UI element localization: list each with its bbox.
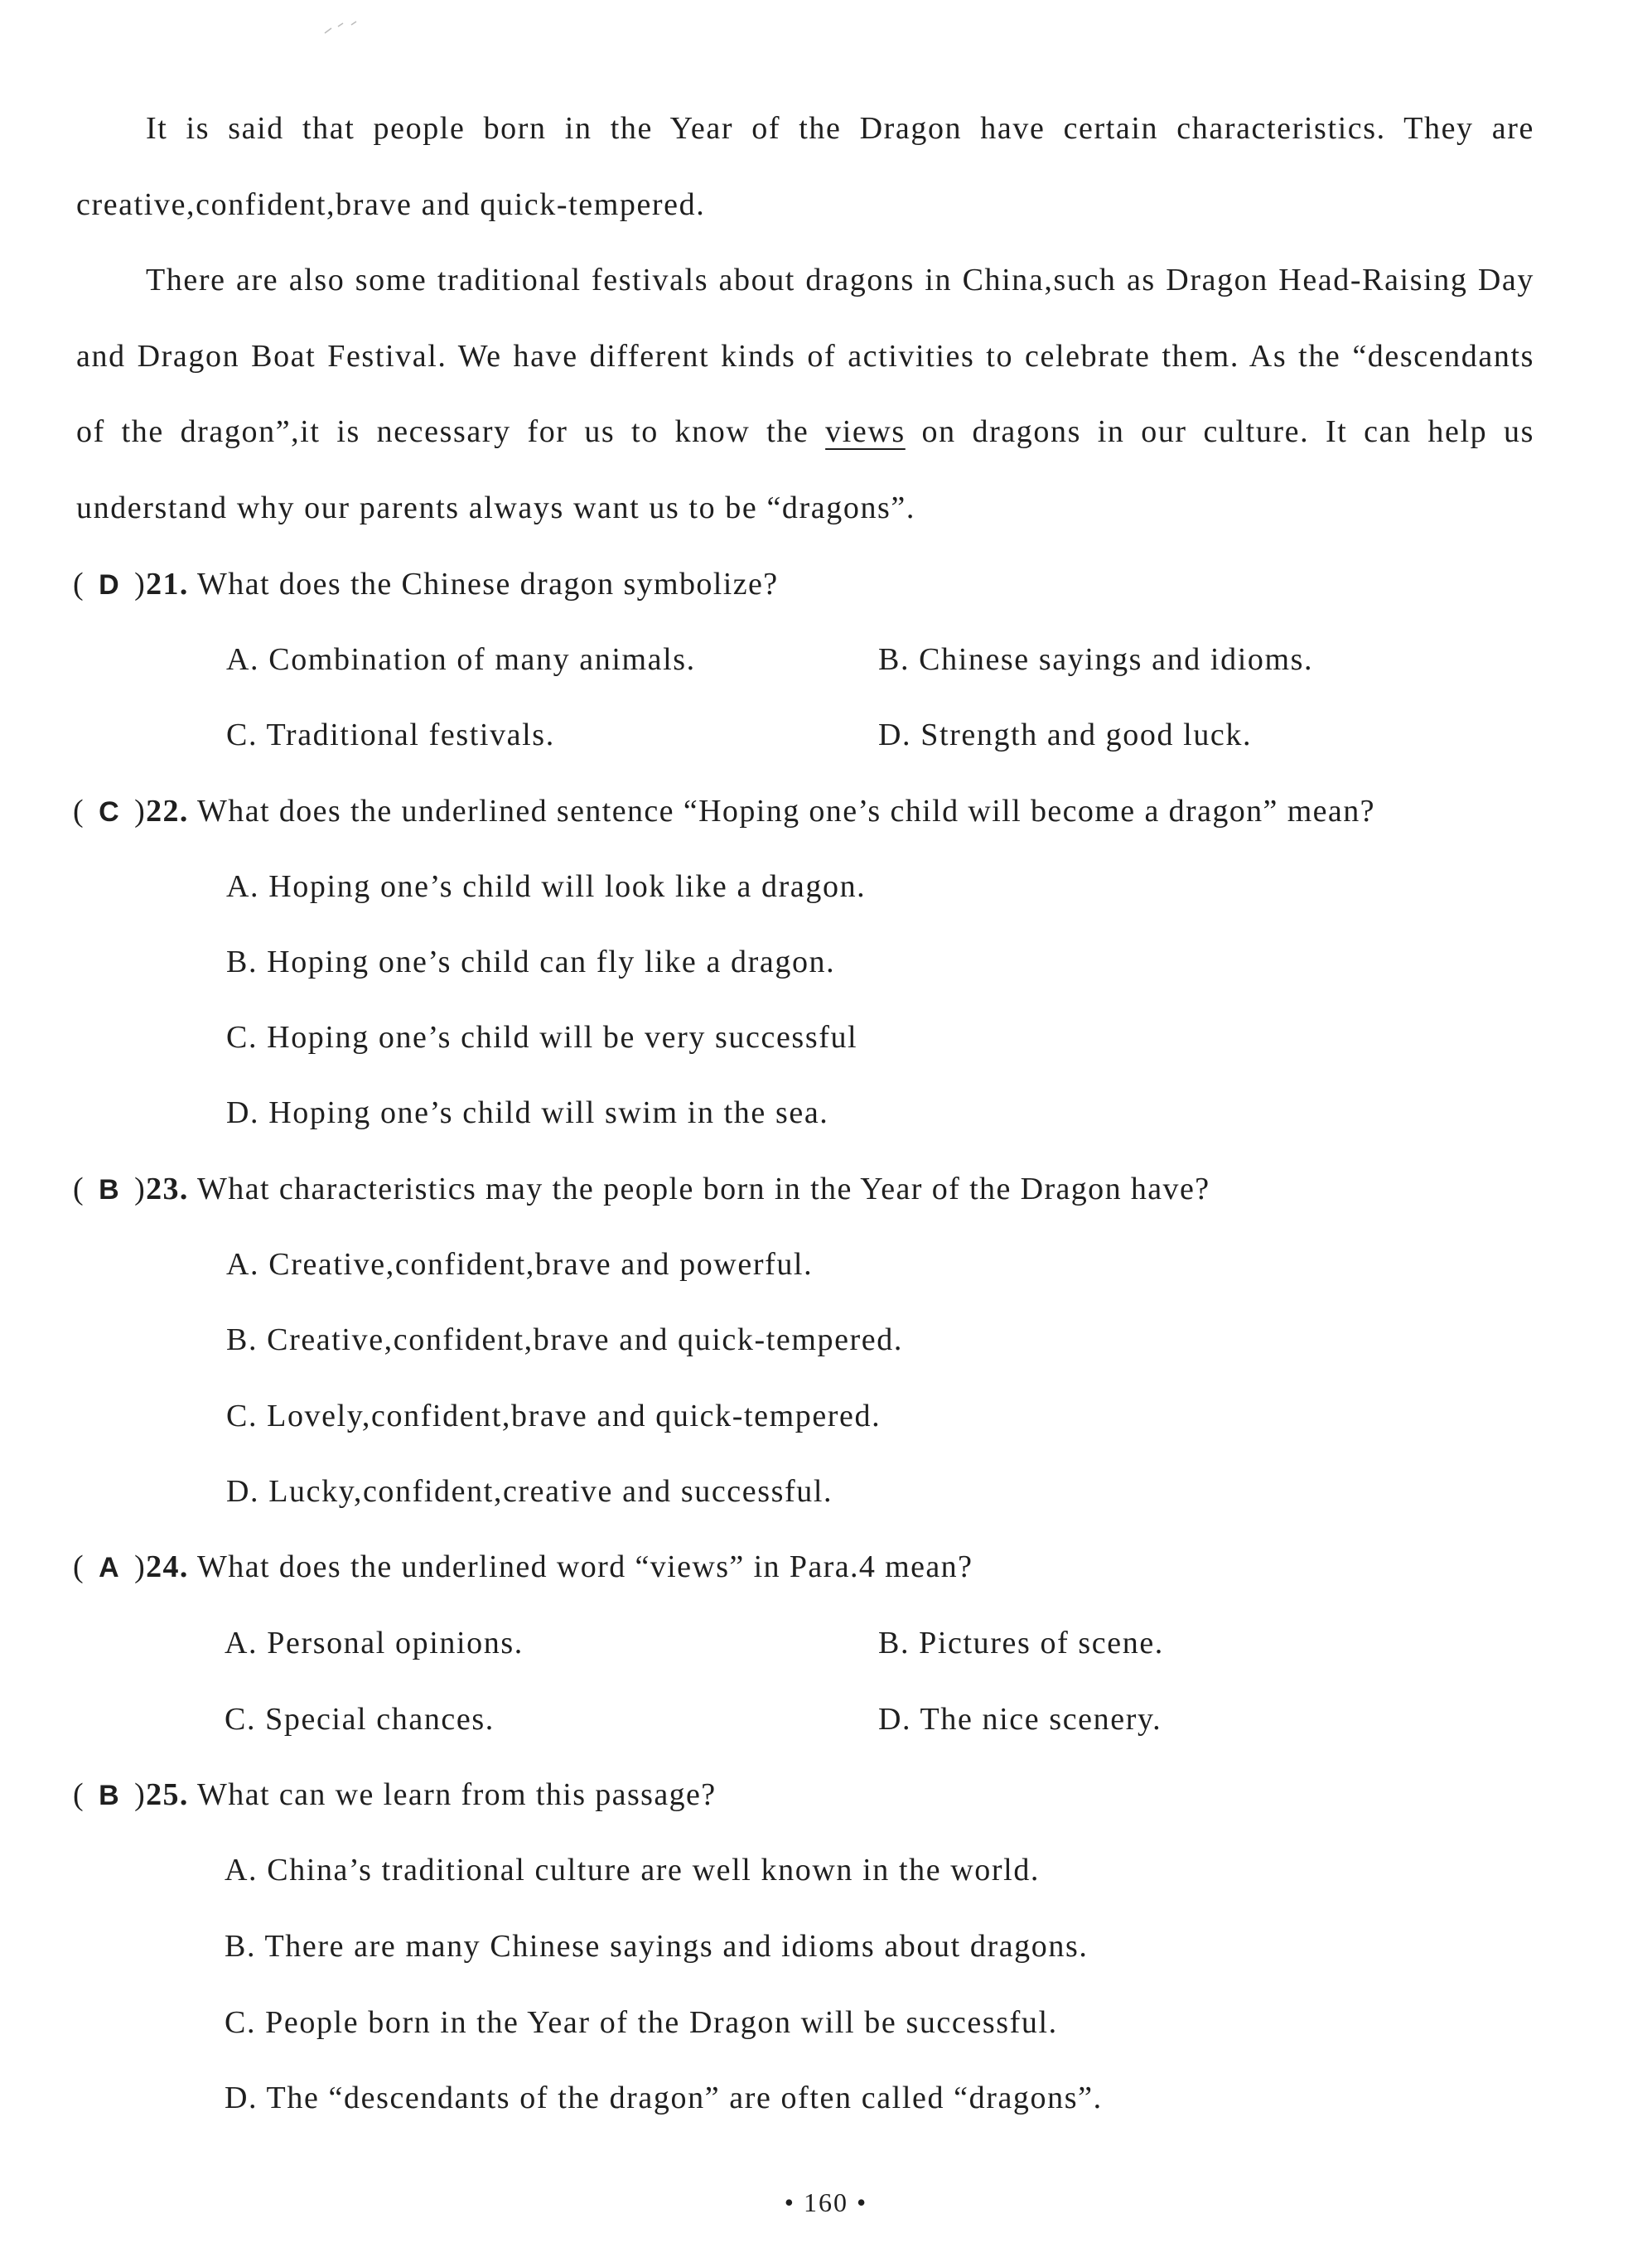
option-b: B. Chinese sayings and idioms. <box>878 642 1314 677</box>
option-d: D. Strength and good luck. <box>878 718 1253 752</box>
option-a: A. Creative,confident,brave and powerful. <box>226 1247 814 1282</box>
answer-letter: D <box>99 569 121 601</box>
option-b: B. Pictures of scene. <box>878 1626 1164 1660</box>
option-b: B. There are many Chinese sayings and idioms about dragons. <box>225 1929 1089 1964</box>
answer-letter: A <box>99 1552 121 1583</box>
question-text: What characteristics may the people born in the Year of the Dragon have? <box>188 1172 1210 1206</box>
paren-open: ( <box>73 1172 85 1206</box>
option-c: C. Traditional festivals. <box>226 718 555 752</box>
question-number: 24. <box>146 1549 189 1584</box>
paren-close: ) <box>134 794 147 829</box>
option-d: D. Hoping one’s child will swim in the sea. <box>226 1095 829 1130</box>
paren-open: ( <box>73 1549 85 1584</box>
question-text: What can we learn from this passage? <box>188 1777 717 1812</box>
option-a: A. Personal opinions. <box>225 1626 524 1660</box>
question-number: 22. <box>146 794 189 829</box>
question-text: What does the Chinese dragon symbolize? <box>188 567 779 602</box>
question-24 <box>73 1548 973 1587</box>
question-23 <box>73 1170 1210 1209</box>
scan-mark <box>323 20 373 36</box>
paren-close: ) <box>134 1777 147 1812</box>
answer-letter: C <box>99 796 121 828</box>
option-d: D. The “descendants of the dragon” are often called “dragons”. <box>225 2081 1103 2115</box>
passage-text: There are also some traditional festivals about dragons in China,such as Dragon Head-Raising Day and Dragon Boat Festival. We have different kinds of activities to celebrate them. As the “descendants of the dragon”,it is necessary for us to know the <box>76 263 1534 449</box>
passage-text: on dragons in our culture. It can help us understand why our parents always want us to be “dragons”. <box>76 414 1534 525</box>
paren-close: ) <box>134 1549 147 1584</box>
option-d: D. The nice scenery. <box>878 1702 1162 1737</box>
passage-paragraph-1 <box>76 91 1534 243</box>
option-c: C. Special chances. <box>225 1702 495 1737</box>
page-number: • 160 • <box>784 2187 868 2217</box>
question-number: 23. <box>146 1172 189 1206</box>
option-b: B. Hoping one’s child can fly like a dragon. <box>226 945 836 979</box>
option-c: C. Lovely,confident,brave and quick-tempered. <box>226 1399 882 1433</box>
option-c: C. Hoping one’s child will be very successful <box>226 1020 858 1055</box>
option-a: A. Hoping one’s child will look like a dragon. <box>226 869 867 904</box>
option-a: A. China’s traditional culture are well known in the world. <box>225 1853 1041 1887</box>
paren-close: ) <box>134 567 147 602</box>
option-d: D. Lucky,confident,creative and successful. <box>226 1474 833 1509</box>
question-number: 25. <box>146 1777 189 1812</box>
paren-open: ( <box>73 794 85 829</box>
option-b: B. Creative,confident,brave and quick-tempered. <box>226 1322 903 1357</box>
passage-paragraph-2 <box>76 243 1534 546</box>
paren-open: ( <box>73 567 85 602</box>
answer-letter: B <box>99 1780 121 1811</box>
underlined-word-views: views <box>825 414 906 449</box>
question-22 <box>73 792 1375 831</box>
passage-text: It is said that people born in the Year of the Dragon have certain characteristics. They are creative,confident,brave and quick-tempered. <box>76 111 1534 222</box>
question-number: 21. <box>146 567 189 602</box>
answer-letter: B <box>99 1174 121 1206</box>
option-c: C. People born in the Year of the Dragon will be successful. <box>225 2005 1058 2040</box>
paren-close: ) <box>134 1172 147 1206</box>
question-21 <box>73 565 779 604</box>
question-text: What does the underlined word “views” in Para.4 mean? <box>188 1549 973 1584</box>
paren-open: ( <box>73 1777 85 1812</box>
option-a: A. Combination of many animals. <box>226 642 696 677</box>
question-25 <box>73 1776 717 1815</box>
question-text: What does the underlined sentence “Hoping one’s child will become a dragon” mean? <box>188 794 1375 829</box>
